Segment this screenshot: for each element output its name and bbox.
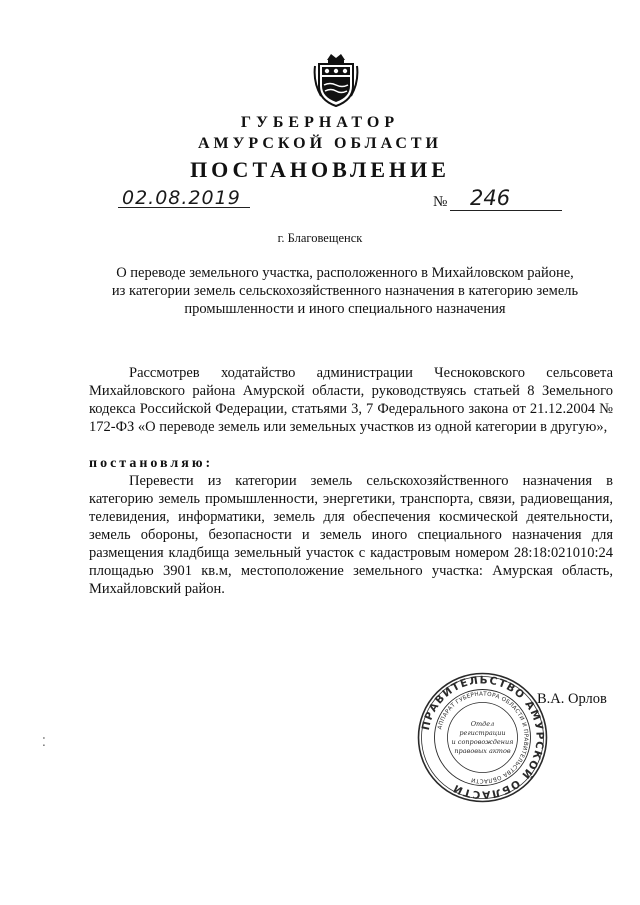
stamp-center-line: Отдел (470, 720, 495, 728)
decision-paragraph: Перевести из категории земель сельскохозяйственного назначения в категорию земель промышленности, энергетики, транспорта, связи, радиовещания, телевидения, информатики, земель для обеспечения космической деятельности, земель обороны, безопасности и земель иного специального назначения для размещения кладбища земельный участок с кадастровым номером 28:18:021010:24 площадью 3901 кв.м, местоположение земельного участка: Амурская область, Михайловский район. (89, 473, 613, 597)
subject-line: О переводе земельного участка, расположенного в Михайловском районе, (116, 265, 574, 281)
decree-word: постановляю: (89, 456, 214, 471)
header-region: АМУРСКОЙ ОБЛАСТИ (198, 135, 442, 152)
city-label: г. Благовещенск (277, 231, 363, 245)
decree-date: 02.08.2019 (122, 187, 241, 209)
stamp-center-line: регистрации (459, 729, 506, 737)
coat-of-arms-icon (313, 52, 359, 108)
header-governor: ГУБЕРНАТОР (240, 114, 400, 131)
number-underline (450, 210, 562, 211)
stamp-outer-text: ПРАВИТЕЛЬСТВО АМУРСКОЙ ОБЛАСТИ (419, 674, 546, 801)
subject-line: из категории земель сельскохозяйственного назначения в категорию земель (111, 283, 579, 299)
decree-subject (80, 264, 610, 318)
official-stamp (415, 670, 550, 805)
subject-line: промышленности и иного специального назначения (184, 301, 506, 317)
preamble-paragraph: Рассмотрев ходатайство администрации Чесноковского сельсовета Михайловского района Амурской области, руководствуясь статьей 8 Земельного кодекса Российской Федерации, статьями 3, 7 Федерального закона от 21.12.2004 № 172-ФЗ «О переводе земель или земельных участков из одной категории в другую», (89, 365, 613, 435)
decree-number: 246 (470, 186, 511, 210)
stamp-center-line: и сопровождения (451, 738, 514, 746)
decree-title: ПОСТАНОВЛЕНИЕ (190, 157, 450, 182)
signer-name: В.А. Орлов (537, 691, 607, 707)
date-underline (118, 207, 250, 208)
stamp-center-line: правовых актов (454, 747, 511, 755)
stamp-inner-text: АППАРАТ ГУБЕРНАТОРА ОБЛАСТИ И ПРАВИТЕЛЬСТВА ОБЛАСТИ (437, 691, 529, 784)
number-label: № (433, 194, 448, 210)
margin-mark: ⁚ (42, 735, 46, 749)
